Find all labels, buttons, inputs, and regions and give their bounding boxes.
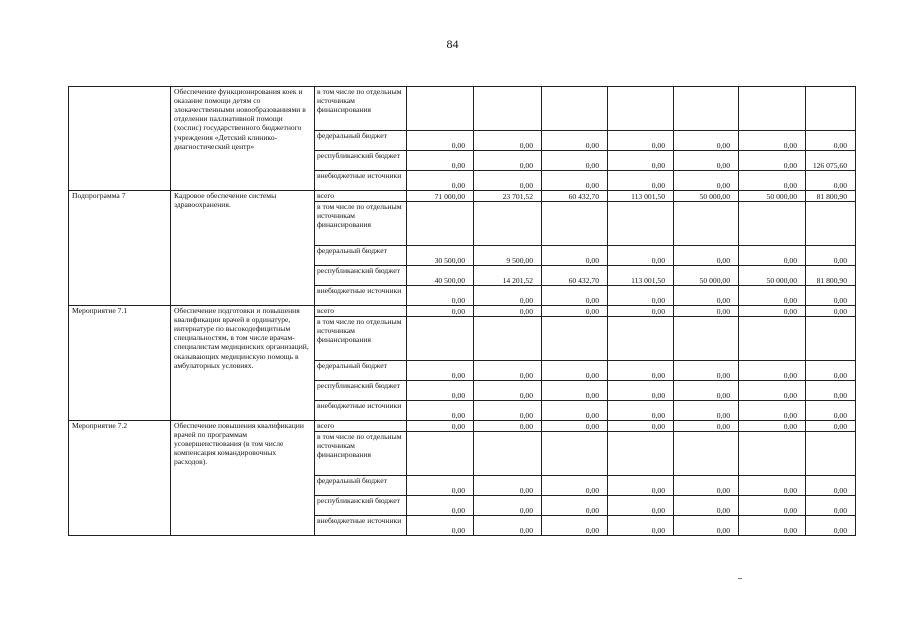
funding-value [474,432,542,476]
funding-value: 0,00 [542,421,608,432]
funding-value: 0,00 [739,306,806,317]
funding-value [407,432,474,476]
funding-value: 0,00 [608,516,674,536]
funding-value: 0,00 [806,421,856,432]
funding-value: 0,00 [407,171,474,191]
funding-value: 0,00 [674,131,739,151]
table-row [69,306,856,317]
funding-value: 0,00 [739,381,806,401]
funding-value: 0,00 [474,401,542,421]
funding-value: 23 701,52 [474,191,542,202]
funding-value: 0,00 [739,151,806,171]
funding-value: 0,00 [542,496,608,516]
funding-value: 0,00 [608,306,674,317]
funding-value [608,432,674,476]
funding-value: 40 500,00 [407,266,474,286]
funding-value: 0,00 [407,476,474,496]
funding-value: 71 000,00 [407,191,474,202]
funding-value [806,87,856,131]
funding-value: 0,00 [806,401,856,421]
funding-source: в том числе по отдельным источникам финансирования [315,202,407,246]
funding-value: 50 000,00 [739,191,806,202]
program-code: Мероприятие 7.2 [69,421,171,536]
funding-value: 0,00 [739,476,806,496]
funding-value: 0,00 [674,306,739,317]
funding-value: 0,00 [739,421,806,432]
table-row [69,191,856,202]
funding-source: всего [315,306,407,317]
table-row [69,421,856,432]
funding-value: 0,00 [542,151,608,171]
funding-value [739,317,806,361]
funding-value: 0,00 [407,306,474,317]
funding-value: 0,00 [608,381,674,401]
funding-value: 50 000,00 [739,266,806,286]
funding-value: 0,00 [474,496,542,516]
funding-source: федеральный бюджет [315,476,407,496]
funding-value: 0,00 [674,171,739,191]
funding-value: 0,00 [608,151,674,171]
funding-value [806,317,856,361]
funding-value: 0,00 [806,306,856,317]
funding-value: 0,00 [407,361,474,381]
funding-value: 0,00 [474,131,542,151]
funding-value: 30 500,00 [407,246,474,266]
funding-value: 0,00 [739,401,806,421]
table-row [69,87,856,131]
funding-value: 0,00 [674,361,739,381]
funding-value: 0,00 [608,246,674,266]
funding-value: 0,00 [474,421,542,432]
funding-value: 0,00 [474,476,542,496]
funding-source: республиканский бюджет [315,266,407,286]
program-title: Обеспечение подготовки и повышения квалификации врачей в ординатуре, интернатуре по высокодефицитным специальностям, в том числе врачам-специалистам медицинских организаций, оказывающих медицинскую помощь в амбулаторных условиях. [171,306,315,421]
funding-source: всего [315,421,407,432]
funding-value: 0,00 [674,286,739,306]
funding-value: 0,00 [806,286,856,306]
funding-value: 0,00 [407,151,474,171]
funding-value: 0,00 [674,476,739,496]
funding-value: 0,00 [739,361,806,381]
funding-value: 0,00 [474,361,542,381]
funding-source: внебюджетные источники [315,401,407,421]
funding-value: 0,00 [474,516,542,536]
program-title: Обеспечение повышения квалификации врачей по программам усовершенствования (в том числе компенсация командировочных расходов). [171,421,315,536]
funding-value: 0,00 [542,131,608,151]
funding-value [739,432,806,476]
funding-value [608,87,674,131]
funding-value: 0,00 [407,381,474,401]
program-code: Мероприятие 7.1 [69,306,171,421]
funding-value: 0,00 [608,131,674,151]
funding-value [407,87,474,131]
funding-value [474,317,542,361]
funding-value: 0,00 [806,496,856,516]
funding-value [407,317,474,361]
program-title: Обеспечение функционирования коек и оказание помощи детям со злокачественными новообразованиями в отделении паллиативной помощи (хоспис) государственного бюджетного учреждения «Детский клинико-диагностический центр» [171,87,315,191]
funding-value [474,202,542,246]
funding-value: 81 800,90 [806,266,856,286]
funding-value: 0,00 [542,286,608,306]
funding-value: 0,00 [542,516,608,536]
funding-value [674,202,739,246]
funding-value: 0,00 [407,286,474,306]
funding-value [542,202,608,246]
page-number: 84 [446,37,459,51]
funding-value [474,87,542,131]
funding-value: 0,00 [474,306,542,317]
funding-value [674,432,739,476]
funding-value: 0,00 [608,421,674,432]
funding-value: 81 800,90 [806,191,856,202]
funding-value: 0,00 [542,246,608,266]
funding-value [407,202,474,246]
funding-value: 113 001,50 [608,266,674,286]
funding-source: федеральный бюджет [315,361,407,381]
funding-value [806,432,856,476]
funding-value [608,317,674,361]
funding-value: 0,00 [407,496,474,516]
scan-artifact [738,578,742,579]
funding-value: 0,00 [739,496,806,516]
funding-source: республиканский бюджет [315,496,407,516]
funding-value: 0,00 [608,361,674,381]
funding-value [542,87,608,131]
funding-value: 0,00 [407,131,474,151]
funding-value: 0,00 [739,516,806,536]
funding-value [674,87,739,131]
funding-value: 0,00 [674,151,739,171]
funding-value [608,202,674,246]
funding-source: федеральный бюджет [315,131,407,151]
budget-table [68,86,856,536]
funding-value: 60 432,70 [542,191,608,202]
funding-value: 0,00 [806,171,856,191]
funding-value: 0,00 [608,476,674,496]
funding-value: 0,00 [674,401,739,421]
funding-value [542,317,608,361]
funding-value: 0,00 [674,516,739,536]
funding-value: 0,00 [407,421,474,432]
funding-value: 0,00 [608,401,674,421]
funding-value [674,317,739,361]
funding-value: 0,00 [474,171,542,191]
funding-value: 0,00 [806,476,856,496]
funding-value: 0,00 [542,306,608,317]
funding-value: 0,00 [542,401,608,421]
funding-value: 0,00 [674,421,739,432]
funding-value: 0,00 [806,516,856,536]
program-code [69,87,171,191]
funding-value: 9 500,00 [474,246,542,266]
program-title: Кадровое обеспечение системы здравоохранения. [171,191,315,306]
funding-value: 0,00 [407,401,474,421]
funding-value: 0,00 [806,361,856,381]
funding-value: 0,00 [739,131,806,151]
funding-value: 0,00 [608,496,674,516]
funding-source: федеральный бюджет [315,246,407,266]
funding-value: 14 201,52 [474,266,542,286]
funding-value [806,202,856,246]
funding-value: 0,00 [806,131,856,151]
funding-source: в том числе по отдельным источникам финансирования [315,317,407,361]
funding-value: 0,00 [739,171,806,191]
funding-value: 0,00 [674,246,739,266]
funding-source: республиканский бюджет [315,381,407,401]
funding-value: 0,00 [542,171,608,191]
funding-source: республиканский бюджет [315,151,407,171]
funding-value: 113 001,50 [608,191,674,202]
funding-value: 0,00 [542,381,608,401]
funding-source: внебюджетные источники [315,286,407,306]
funding-value [739,202,806,246]
funding-source: внебюджетные источники [315,516,407,536]
funding-value: 0,00 [674,381,739,401]
funding-source: в том числе по отдельным источникам финансирования [315,432,407,476]
funding-value: 60 432,70 [542,266,608,286]
funding-value: 50 000,00 [674,266,739,286]
funding-value: 0,00 [806,246,856,266]
funding-value [739,87,806,131]
funding-value: 0,00 [474,151,542,171]
funding-value: 0,00 [674,496,739,516]
funding-value: 0,00 [608,171,674,191]
funding-value: 0,00 [474,286,542,306]
funding-value: 0,00 [474,381,542,401]
funding-value: 50 000,00 [674,191,739,202]
funding-value: 0,00 [739,246,806,266]
funding-value: 0,00 [542,361,608,381]
funding-value: 0,00 [739,286,806,306]
funding-value [542,432,608,476]
funding-value: 0,00 [806,381,856,401]
program-code: Подпрограмма 7 [69,191,171,306]
funding-source: всего [315,191,407,202]
funding-value: 0,00 [608,286,674,306]
funding-value: 0,00 [407,516,474,536]
funding-source: внебюджетные источники [315,171,407,191]
funding-value: 0,00 [542,476,608,496]
funding-value: 126 075,60 [806,151,856,171]
funding-source: в том числе по отдельным источникам финансирования [315,87,407,131]
